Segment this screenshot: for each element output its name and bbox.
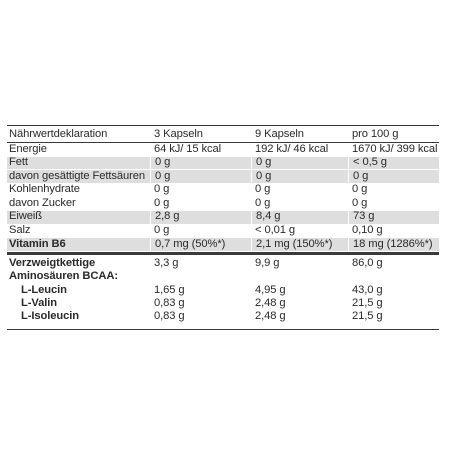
row-value-col2: 0 g [255, 196, 271, 209]
bcaa-row-isoleucin [7, 310, 439, 323]
bcaa-item-label: L-Leucin [21, 283, 67, 296]
row-value-col1: 0,7 mg (50%*) [150, 238, 251, 252]
bcaa-row-valin [7, 297, 439, 310]
row-value-col2: 0 g [251, 170, 348, 184]
row-label: Energie [9, 142, 47, 155]
header-col-9-capsules: 9 Kapseln [255, 127, 304, 140]
row-kohlenhydrate [7, 184, 439, 198]
bcaa-title-line2: Aminosäuren BCAA: [9, 269, 118, 282]
row-value-col2: < 0,01 g [255, 224, 295, 237]
bcaa-item-value-col3: 21,5 g [352, 296, 383, 309]
bcaa-value-col2: 9,9 g [255, 256, 280, 269]
row-label: Salz [9, 224, 31, 237]
row-value-col2: 0 g [255, 183, 271, 196]
row-value-col3: 1670 kJ/ 399 kcal [352, 142, 438, 155]
bcaa-title-row [7, 257, 439, 270]
bcaa-item-value-col1: 0,83 g [154, 296, 185, 309]
row-value-col1: 0 g [154, 224, 170, 237]
row-salz [7, 225, 439, 239]
row-value-col3: 0 g [352, 196, 368, 209]
bcaa-item-label: L-Isoleucin [21, 309, 79, 322]
bcaa-value-col3: 86,0 g [352, 256, 383, 269]
row-value-col1: 0 g [150, 170, 251, 184]
row-value-col3: 0 g [352, 183, 368, 196]
row-value-col1: 0 g [154, 183, 170, 196]
row-value-col3: 0 g [348, 170, 439, 184]
bcaa-title-line1: Verzweigtkettige [9, 256, 96, 269]
bcaa-item-value-col1: 0,83 g [154, 309, 185, 322]
row-value-col2: 0 g [251, 156, 348, 170]
bcaa-item-label: L-Valin [21, 296, 57, 309]
row-label: Kohlenhydrate [9, 183, 80, 196]
bcaa-item-value-col1: 1,65 g [154, 283, 185, 296]
row-value-col3: 18 mg (1286%*) [348, 238, 439, 252]
row-gesaettigte-fettsaeuren [7, 170, 439, 184]
row-value-col1: 2,8 g [150, 210, 251, 224]
row-label: Eiweiß [9, 210, 42, 223]
row-zucker [7, 197, 439, 211]
bcaa-item-value-col2: 4,95 g [255, 283, 286, 296]
row-value-col3: < 0,5 g [348, 156, 439, 170]
row-value-col1: 64 kJ/ 15 kcal [154, 142, 222, 155]
row-label: Fett [9, 156, 28, 169]
row-value-col1: 0 g [154, 196, 170, 209]
row-value-col2: 2,1 mg (150%*) [251, 238, 348, 252]
header-col-per-100g: pro 100 g [352, 127, 399, 140]
table-header-row [7, 126, 439, 142]
row-energie [7, 143, 439, 157]
header-col-3-capsules: 3 Kapseln [154, 127, 203, 140]
row-value-col3: 0,10 g [352, 224, 383, 237]
row-value-col3: 73 g [348, 210, 439, 224]
row-value-col2: 192 kJ/ 46 kcal [255, 142, 329, 155]
bcaa-item-value-col3: 21,5 g [352, 309, 383, 322]
row-label: davon gesättigte Fettsäuren [9, 169, 145, 182]
row-fett [7, 157, 439, 171]
nutrition-table [7, 125, 439, 330]
row-value-col2: 8,4 g [251, 210, 348, 224]
row-eiweiss [7, 211, 439, 225]
bcaa-value-col1: 3,3 g [154, 256, 179, 269]
row-vitamin-b6 [7, 238, 439, 252]
row-label: Vitamin B6 [9, 237, 66, 250]
bcaa-item-value-col2: 2,48 g [255, 296, 286, 309]
bcaa-item-value-col2: 2,48 g [255, 309, 286, 322]
bcaa-title-row-2 [7, 270, 439, 284]
bcaa-item-value-col3: 43,0 g [352, 283, 383, 296]
bottom-rule [7, 329, 439, 330]
bcaa-section [7, 255, 439, 323]
bcaa-row-leucin [7, 284, 439, 297]
row-label: davon Zucker [9, 196, 76, 209]
header-label: Nährwertdeklaration [9, 127, 108, 140]
row-value-col1: 0 g [150, 156, 251, 170]
